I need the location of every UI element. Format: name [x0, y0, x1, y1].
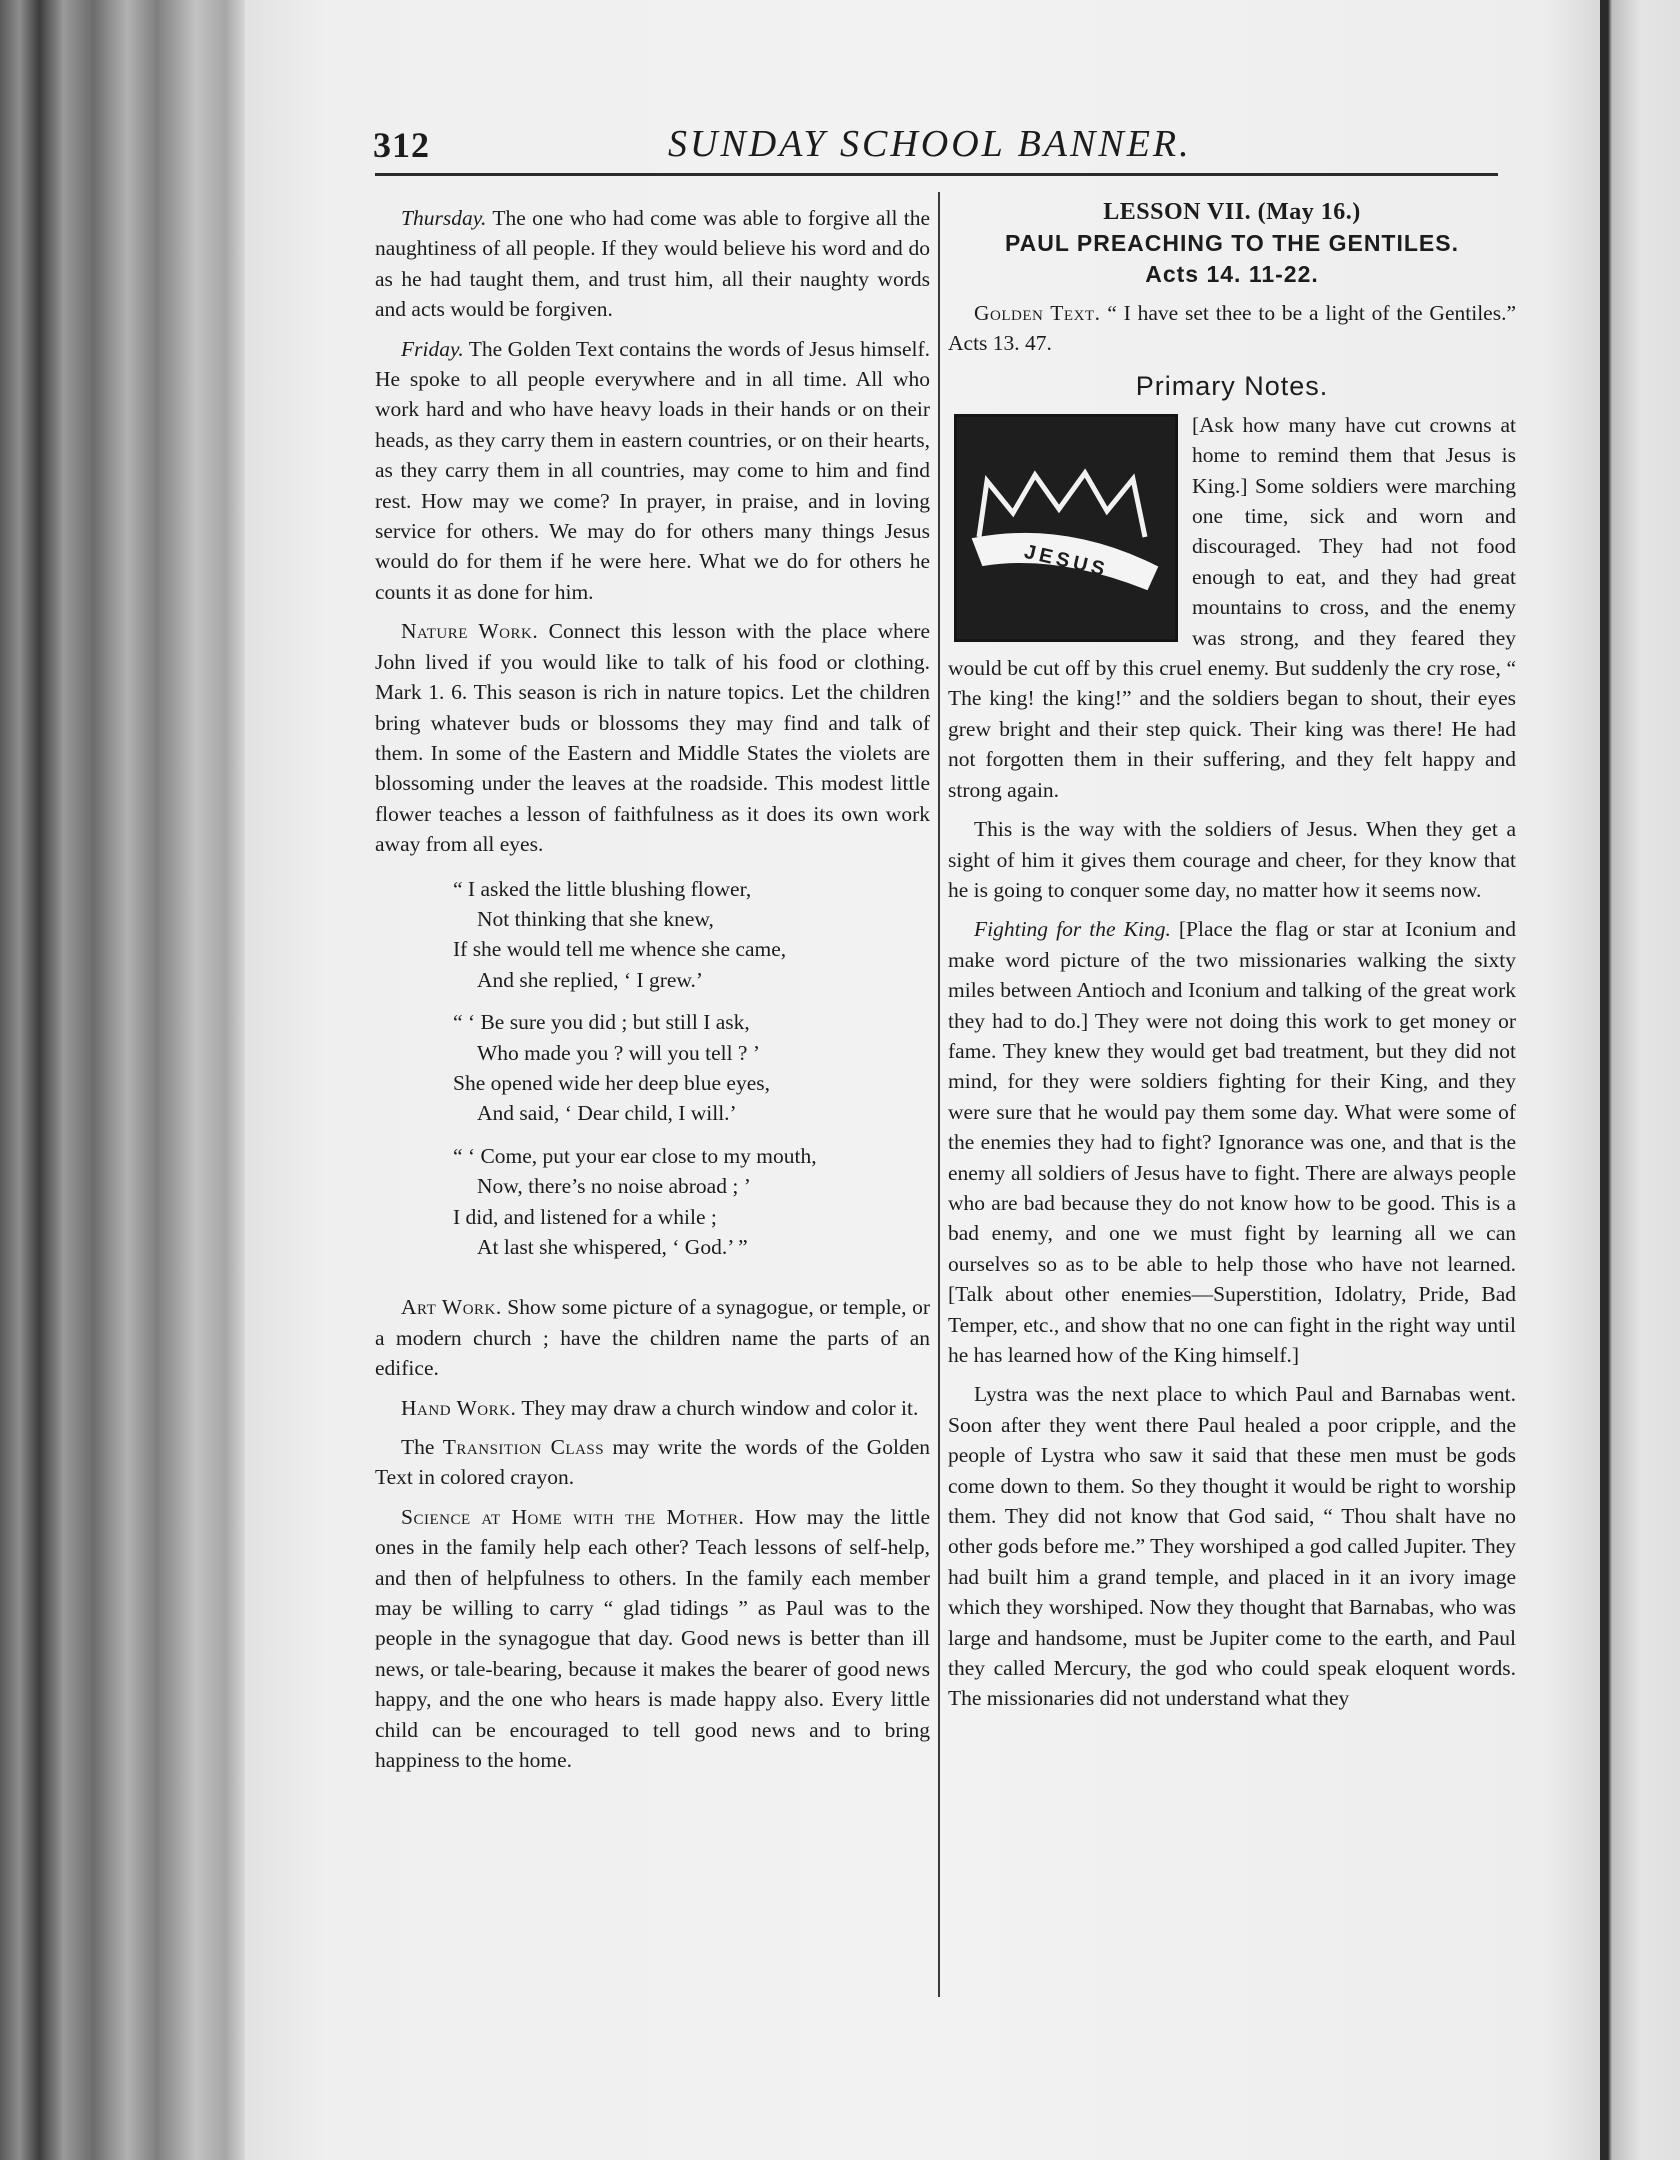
thursday-lead: Thursday. — [401, 206, 487, 230]
poem-line: “ ‘ Be sure you did ; but still I ask, — [453, 1010, 750, 1035]
crown-icon — [957, 417, 1175, 639]
crowns-text: [Ask how many have cut crowns at home to remind them that Jesus is King.] Some soldiers were marching one time, sick and worn and discouraged. They had not food enough to eat, and they had great mountains to cross, and the enemy was strong, and they feared they would be cut off by this cruel enemy. But suddenly the cry rose, “ The king! the king!” and the soldiers began to shout, their eyes grew bright and their step quick. Their king was there! He had not forgotten them in their suffering, and they felt happy and strong again. — [948, 412, 1516, 802]
friday-paragraph — [375, 334, 930, 608]
facing-page-edge — [1600, 0, 1680, 2160]
poem-line: Who made you ? will you tell ? ’ — [477, 1040, 761, 1065]
poem-line: Not thinking that she knew, — [477, 906, 714, 931]
section-heading: Primary Notes. — [1135, 370, 1329, 401]
poem-stanza-1 — [453, 874, 930, 996]
hand-work-text: They may draw a church window and color it. — [516, 1395, 919, 1420]
friday-text: The Golden Text contains the words of Jesus himself. He spoke to all people everywhere and in all time. All who work hard and who have heavy loads in their hands or on their heads, as they carry them in eastern countries, or on their hearts, as they carry them in all countries, may come to him and find rest. How may we come? In prayer, in praise, and in loving service for others. We may do for others many things Jesus would do for them if he were here. What we do for others he counts it as done for him. — [375, 336, 930, 604]
column-divider — [938, 192, 940, 1997]
lesson-title: LESSON VII. (May 16.) — [1103, 199, 1361, 225]
science-lead: Science at Home with the Mother. — [401, 1504, 745, 1529]
transition-pre: The — [401, 1435, 443, 1460]
nature-work-lead: Nature Work. — [401, 619, 539, 644]
transition-text: may write the words of the Golden Text in colored crayon. — [375, 1435, 930, 1490]
fighting-lead: Fighting for the King. — [974, 917, 1171, 942]
crown-label: JESUS — [1022, 540, 1111, 582]
poem-line: “ ‘ Come, put your ear close to my mouth, — [453, 1143, 817, 1168]
crown-illustration — [954, 414, 1178, 642]
art-work-text: Show some picture of a synagogue, or temple, or a modern church ; have the children name the parts of an edifice. — [375, 1295, 930, 1381]
golden-text-paragraph — [948, 298, 1516, 359]
science-paragraph — [375, 1502, 930, 1776]
poem-stanza-2 — [453, 1007, 930, 1129]
left-column — [375, 203, 930, 1785]
header-rule — [375, 173, 1498, 176]
friday-lead: Friday. — [401, 336, 464, 361]
poem-line: I did, and listened for a while ; — [453, 1204, 717, 1229]
lesson-reference: Acts 14. 11-22. — [1145, 261, 1319, 287]
poem-line: If she would tell me whence she came, — [453, 937, 787, 962]
hand-work-paragraph — [375, 1393, 930, 1423]
nature-work-paragraph — [375, 616, 930, 859]
fighting-text: [Place the flag or star at Iconium and make word picture of the two missionaries walking the sixty miles between Antioch and Iconium and talking of the great work they had to do.] They were not doing this work to get money or fame. They knew they would get bad treatment, but they did not mind, for they were soldiers fighting for their King, and they were sure that he would pay them some day. What were some of the enemies they had to fight? Ignorance was one, and that is the enemy all soldiers of Jesus have to fight. There are always people who are bad because they do not know how to be good. This is a bad enemy, and one we must fight by learning all we can ourselves so as to be able to help those who have not learned. [Talk about other enemies—Superstition, Idolatry, Pride, Bad Temper, etc., and show that no one can fight in the right way until he has learned how of the King himself.] — [948, 917, 1516, 1367]
poem-line: She opened wide her deep blue eyes, — [453, 1070, 771, 1095]
book-spine — [0, 0, 245, 2160]
science-text: How may the little ones in the family help each other? Teach lessons of self-help, and then of helpfulness to others. In the family each member may be willing to carry “ glad tidings ” as Paul was to the people in the synagogue that day. Good news is better than ill news, or tale-bearing, because it makes the bearer of good news happy, and the one who hears is made happy also. Every little child can be encouraged to tell good news and to bring happiness to the home. — [375, 1504, 930, 1773]
crowns-paragraph — [948, 410, 1516, 805]
poem-line: And said, ‘ Dear child, I will.’ — [477, 1101, 737, 1126]
hand-work-lead: Hand Work. — [401, 1395, 517, 1420]
thursday-paragraph — [375, 203, 930, 325]
lystra-paragraph: Lystra was the next place to which Paul and Barnabas went. Soon after they went there Paul healed a poor cripple, and the people of Lystra who saw it said that these men must be gods come down to them. So they thought it would be right to worship them. They did not know that God said, “ Thou shalt have no other gods before me.” They worshiped a god called Jupiter. They had built him a grand temple, and placed in it an ivory image which they worshiped. Now they thought that Barnabas, who was large and handsome, must be Jupiter come to the earth, and Paul they called Mercury, the god who could speak eloquent words. The missionaries did not understand what they — [948, 1382, 1516, 1711]
transition-lead: Transition Class — [442, 1435, 605, 1460]
soldiers-paragraph: This is the way with the soldiers of Jesus. When they get a sight of him it gives them courage and cheer, for they know that he is going to conquer some day, no matter how it seems now. — [948, 817, 1516, 902]
nature-work-text: Connect this lesson with the place where John lived if you would like to talk of his food or clothing. Mark 1. 6. This season is rich in nature topics. Let the children bring whatever buds or blossoms they may find and talk of them. In some of the Eastern and Middle States the violets are blossoming under the leaves at the roadside. This modest little flower teaches a lesson of faithfulness as it does its own work away from all eyes. — [375, 619, 930, 857]
golden-text-lead: Golden Text. — [974, 301, 1101, 325]
fighting-paragraph — [948, 914, 1516, 1370]
thursday-text: The one who had come was able to forgive all the naughtiness of all people. If they would believe his word and do as he had taught them, and trust him, all their naughty words and acts would be forgiven. — [375, 206, 930, 322]
page-number: 312 — [373, 125, 430, 165]
poem-line: “ I asked the little blushing flower, — [453, 876, 752, 901]
transition-paragraph — [375, 1432, 930, 1493]
running-title: SUNDAY SCHOOL BANNER. — [668, 123, 1192, 165]
poem-line: And she replied, ‘ I grew.’ — [477, 967, 704, 992]
flower-poem — [453, 874, 930, 1263]
lesson-subtitle: PAUL PREACHING TO THE GENTILES. — [1005, 230, 1459, 256]
poem-line: Now, there’s no noise abroad ; ’ — [477, 1174, 751, 1199]
poem-line: At last she whispered, ‘ God.’ ” — [477, 1235, 748, 1259]
art-work-lead: Art Work. — [401, 1295, 502, 1320]
right-column — [948, 196, 1516, 1723]
poem-stanza-3 — [453, 1141, 930, 1263]
golden-text-text: “ I have set thee to be a light of the Gentiles.” Acts 13. 47. — [948, 301, 1516, 356]
art-work-paragraph — [375, 1292, 930, 1383]
page-header — [373, 118, 1498, 176]
